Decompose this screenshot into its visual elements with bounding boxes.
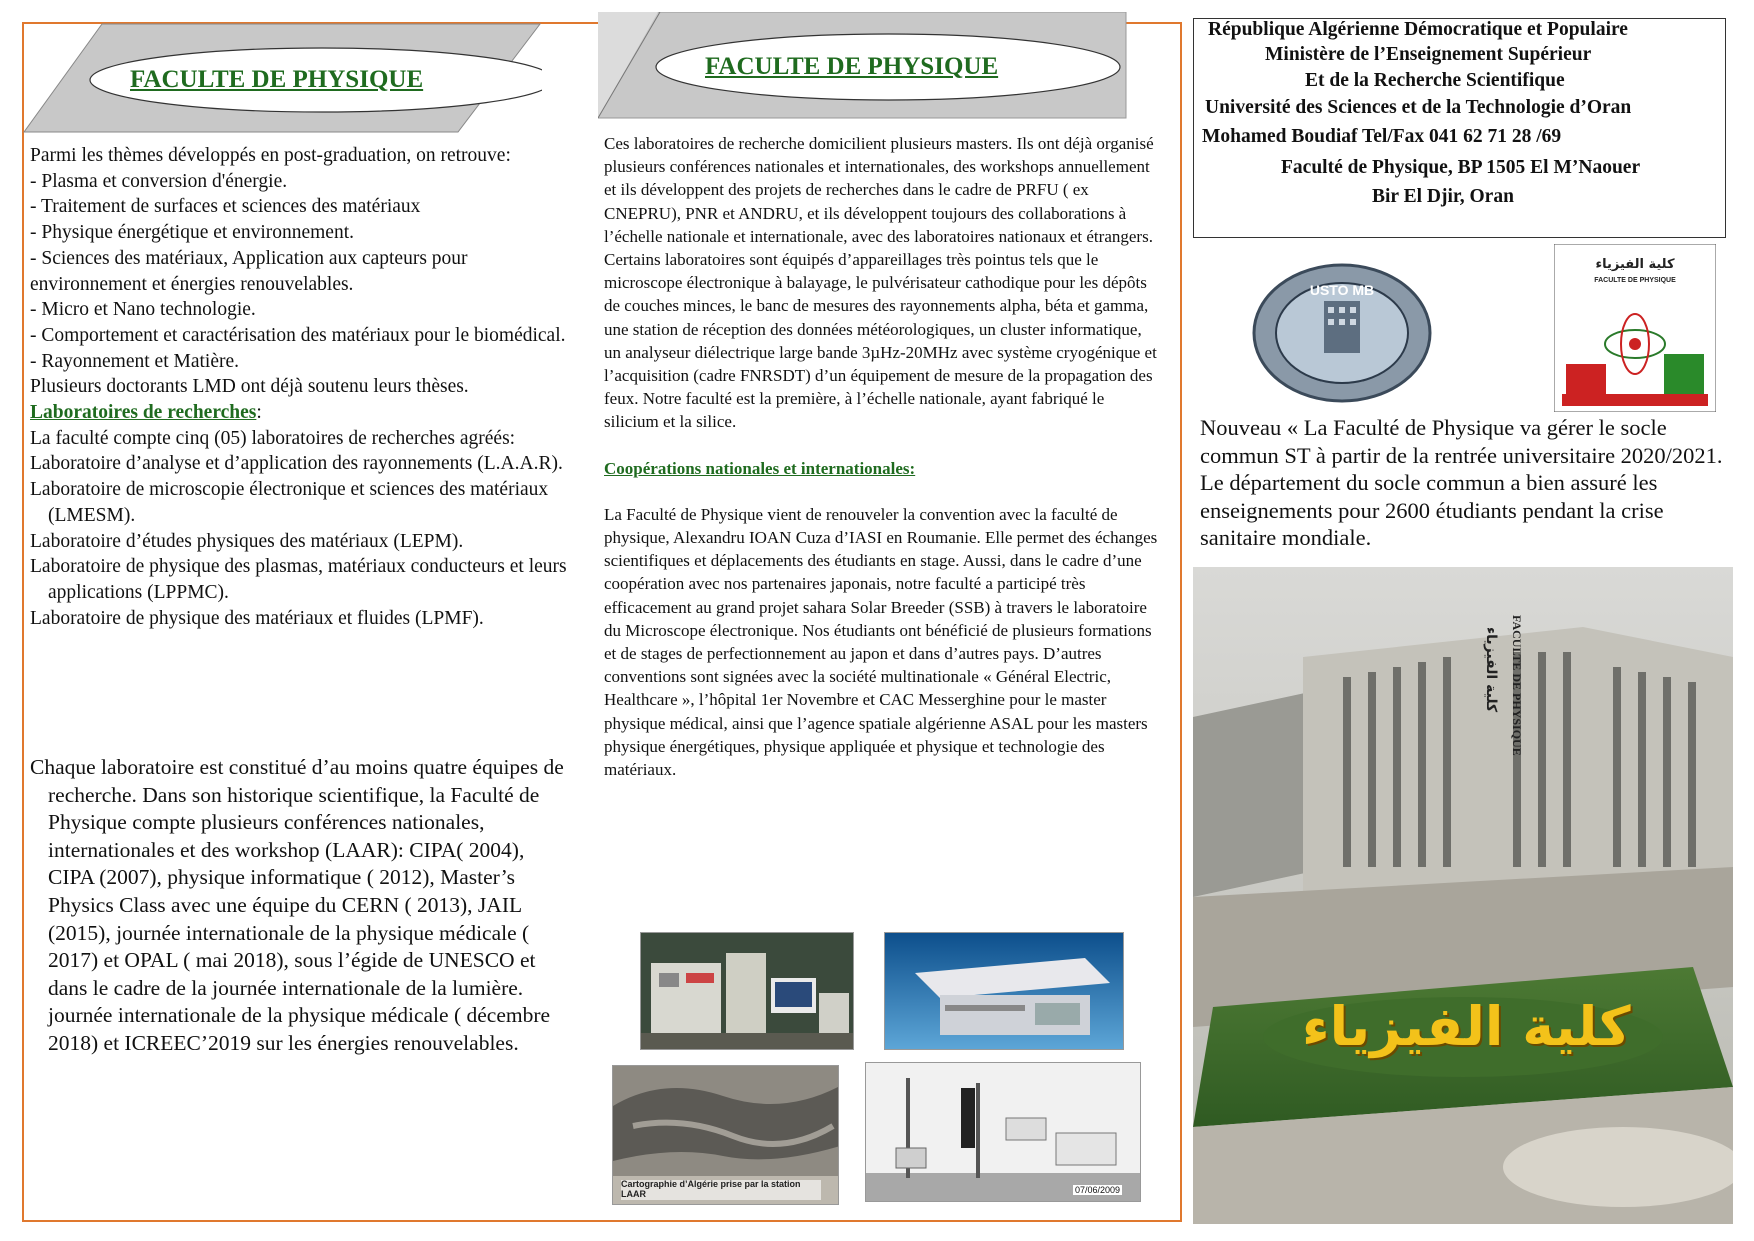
theme-item: - Comportement et caractérisation des matériaux pour le biomédical.: [30, 324, 566, 346]
theme-item: - Micro et Nano technologie.: [30, 299, 256, 321]
faculty-physics-logo: [1554, 244, 1716, 412]
labs-heading-line: Laboratoires de recherches:: [30, 402, 262, 424]
left-title: FACULTE DE PHYSIQUE: [130, 66, 424, 93]
labs-masters-text: Ces laboratoires de recherche domicilient plusieurs masters. Ils ont déjà organisé plusieurs conférences nationales et internationales, des workshops annuellement et ils développent des projets de recherches dans le cadre de PRFU ( ex CNEPRU), PNR et ANDRU, et ils développent toujours des collaborations à l’échelle nationale et internationale, avec des laboratoires nationaux et étrangers.: [604, 134, 1154, 246]
university-header-box: [1193, 18, 1726, 238]
labs-intro: La faculté compte cinq (05) laboratoires de recherches agréés:: [30, 427, 516, 449]
header-line: Mohamed Boudiaf Tel/Fax 041 62 71 28 /69: [1202, 126, 1562, 147]
usto-mb-logo: [1252, 263, 1432, 403]
left-body-top: [30, 143, 570, 631]
weather-photo-caption: Cartographie d’Algérie prise par la station LAAR: [621, 1180, 821, 1200]
lab-item: Laboratoire de microscopie électronique et sciences des matériaux (LMESM).: [30, 479, 549, 526]
header-line: Faculté de Physique, BP 1505 El M’Naouer: [1281, 157, 1641, 178]
campus-building-photo: [1193, 567, 1733, 1224]
theme-item: - Sciences des matériaux, Application aux capteurs pour environnement et énergies renouvelables.: [30, 247, 468, 295]
theme-item: - Rayonnement et Matière.: [30, 350, 240, 372]
header-line: Bir El Djir, Oran: [1372, 186, 1514, 207]
faculty-logo-arabic: كلية الفيزياء: [1595, 257, 1675, 272]
theme-item: - Traitement de surfaces et sciences des matériaux: [30, 196, 421, 218]
photo-date-stamp: 07/06/2009: [1074, 1185, 1120, 1195]
equipment-text: Certains laboratoires sont équipés d’appareillages très pointus tels que le microscope électronique à balayage, le pulvérisateur cathodique pour les dépôts de couches minces, le banc de mesures des rayonnements alpha, béta et gamma, une station de réception des données météorologiques, un cluster informatique, un analyseur diélectrique large bande 3µHz-20MHz avec système cryogénique et l’acquisition (cadre FNRSDT) d’un équipement de mesure de la propagation des feux. Notre faculté est la première, à l’échelle nationale, ayant fabriqué le silicium et la silice.: [604, 250, 1157, 432]
building-sign-arabic: كلية الفيزياء: [1483, 627, 1499, 713]
header-line: Université des Sciences et de la Technologie d’Oran: [1205, 97, 1632, 118]
header-line: Ministère de l’Enseignement Supérieur: [1265, 44, 1592, 65]
intro-text: Parmi les thèmes développés en post-graduation, on retrouve:: [30, 145, 511, 166]
lab-item: Laboratoire d’études physiques des matériaux (LEPM).: [30, 530, 464, 552]
lab-item: Laboratoire d’analyse et d’application des rayonnements (L.A.A.R).: [30, 453, 563, 475]
middle-title: FACULTE DE PHYSIQUE: [705, 53, 999, 80]
theme-item: - Physique énergétique et environnement.: [30, 222, 355, 244]
lab-equipment-photo-1: [640, 932, 854, 1050]
lab-item: Laboratoire de physique des matériaux et fluides (LPMF).: [30, 607, 484, 629]
news-announcement: Nouveau « La Faculté de Physique va gérer le socle commun ST à partir de la rentrée universitaire 2020/2021. Le département du socle commun a bien assuré les enseignements pour 2600 étudiants pendant la crise sanitaire mondiale.: [1200, 415, 1723, 550]
header-line: Et de la Recherche Scientifique: [1305, 70, 1565, 91]
faculty-logo-french: FACULTE DE PHYSIQUE: [1594, 277, 1676, 284]
lab-item: Laboratoire de physique des plasmas, matériaux conducteurs et leurs applications (LPPMC).: [30, 556, 567, 603]
history-text: Chaque laboratoire est constitué d’au moins quatre équipes de recherche. Dans son historique scientifique, la Faculté de Physique compte plusieurs conférences nationales, internationales et des workshop (LAAR): CIPA( 2004), CIPA (2007), physique informatique ( 2012), Master’s Physics Class avec une équipe du CERN ( 2013), JAIL (2015), journée internationale de la physique médicale ( 2017) et OPAL ( mai 2018), sous l’égide de UNESCO et dans le cadre de la journée internationale de la lumière. journée internationale de la physique médicale ( décembre 2018) et ICREEC’2019 sur les énergies renouvelables.: [30, 755, 564, 1055]
theme-item: - Plasma et conversion d'énergie.: [30, 170, 288, 192]
left-body-history: [30, 754, 570, 1058]
weather-station-map-photo: [612, 1065, 839, 1205]
doctorants-text: Plusieurs doctorants LMD ont déjà soutenu leurs thèses.: [30, 376, 469, 398]
header-line: République Algérienne Démocratique et Populaire: [1208, 19, 1628, 40]
faculty-arabic-banner: كلية الفيزياء: [1302, 995, 1631, 1058]
cooperation-heading: Coopérations nationales et internationales:: [604, 458, 916, 478]
cooperation-text: La Faculté de Physique vient de renouveler la convention avec la faculté de physique, Alexandru IOAN Cuza d’IASI en Roumanie. Elle permet des échanges scientifiques et déplacements des étudiants en stage. Aussi, dans le cadre d’une coopération avec nos partenaires japonais, notre faculté a participé très efficacement au grand projet sahara Solar Breeder (SSB) à travers le laboratoire du Microscope électronique. Nos étudiants ont bénéficié de plusieurs formations et de stages de perfectionnement au japon et dans d’autres pays. D’autres conventions sont signées avec la société multinationale « Général Electric, Healthcare », l’hôpital 1er Novembre et CAC Messerghine pour le master physique médical, ainsi que l’agence spatiale algérienne ASAL pour les masters physique énergétiques, physique appliquée et physique et technologie des matériaux.: [604, 504, 1158, 780]
lab-bench-photo: [865, 1062, 1141, 1202]
labs-heading: Laboratoires de recherches: [30, 402, 257, 424]
usto-logo-text: USTO MB: [1309, 282, 1375, 298]
building-sign-french: FACULTE DE PHYSIQUE: [1510, 615, 1524, 756]
lab-equipment-photo-2: [884, 932, 1124, 1050]
middle-body: [604, 132, 1159, 781]
